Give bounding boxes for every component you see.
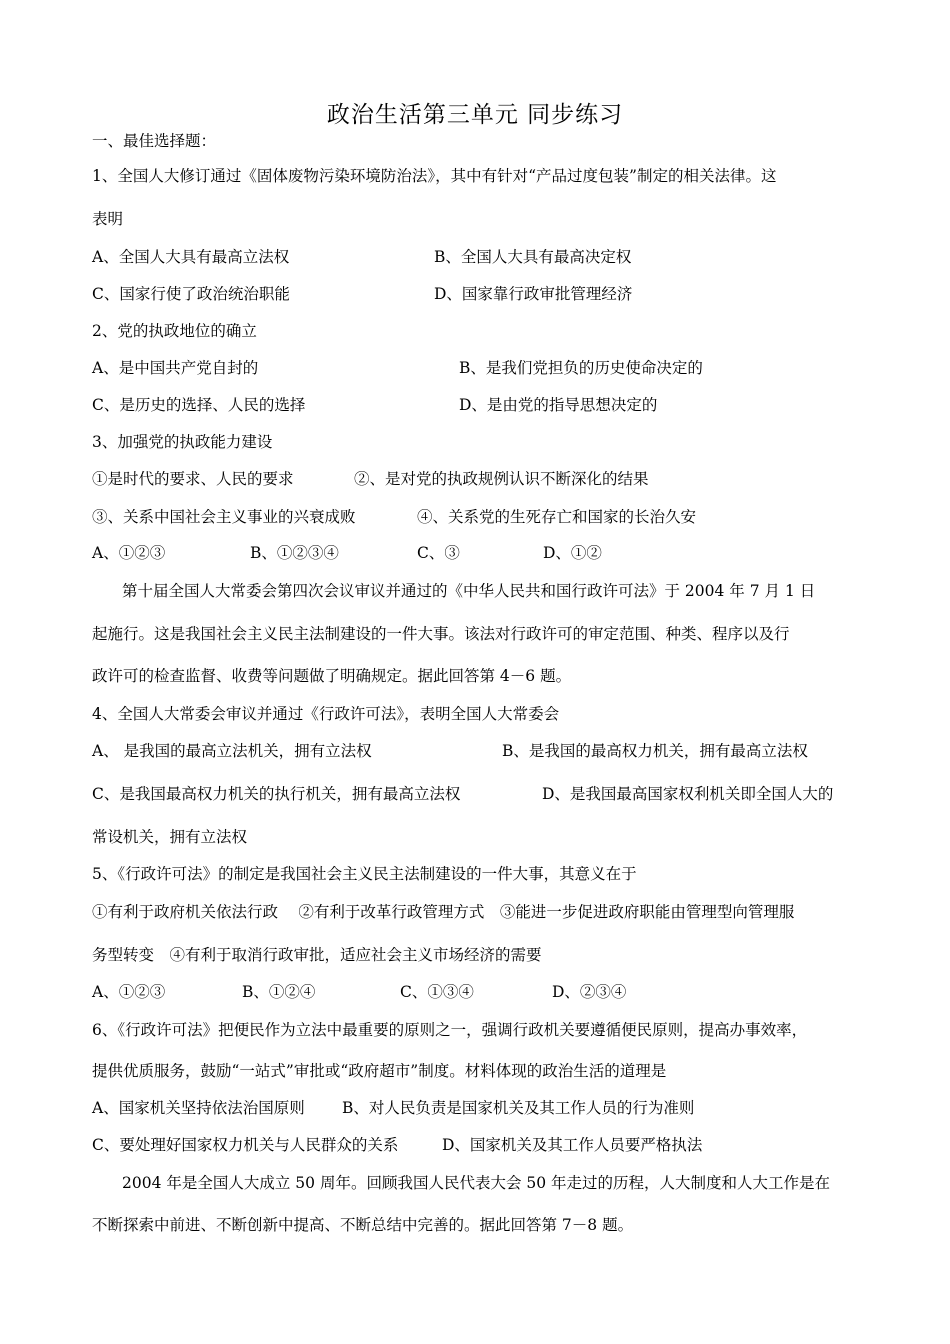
- question-1-option-d: D、国家靠行政审批管理经济: [434, 285, 633, 303]
- question-3-statement-1: ①是时代的要求、人民的要求: [92, 470, 294, 488]
- question-3-stem: 3、加强党的执政能力建设: [92, 433, 273, 451]
- question-2-option-c: C、是历史的选择、人民的选择: [92, 396, 306, 414]
- question-3-option-d: D、①②: [543, 544, 602, 562]
- question-5-stem: 5、《行政许可法》的制定是我国社会主义民主法制建设的一件大事，其意义在于: [92, 865, 637, 883]
- question-3-option-c: C、③: [417, 544, 460, 562]
- section-heading: 一、最佳选择题：: [92, 132, 217, 150]
- question-3-option-b: B、①②③④: [250, 544, 339, 562]
- question-3-statement-2: ②、是对党的执政规例认识不断深化的结果: [354, 470, 649, 488]
- question-1-option-a: A、全国人大具有最高立法权: [92, 248, 290, 266]
- question-4-option-d: D、是我国最高国家权利机关即全国人大的: [542, 785, 834, 803]
- question-5-statements-line-2: 务型转变 ④有利于取消行政审批，适应社会主义市场经济的需要: [92, 946, 542, 964]
- question-3-option-a: A、①②③: [92, 544, 166, 562]
- page-title: 政治生活第三单元 同步练习: [326, 102, 624, 128]
- question-6-option-b: B、对人民负责是国家机关及其工作人员的行为准则: [342, 1099, 695, 1117]
- question-2-stem: 2、党的执政地位的确立: [92, 322, 257, 340]
- question-6-stem: 6、《行政许可法》把便民作为立法中最重要的原则之一，强调行政机关要遵循便民原则，提高办事效率，: [92, 1021, 808, 1039]
- question-1-option-b: B、全国人大具有最高决定权: [434, 248, 632, 266]
- question-4-option-c: C、是我国最高权力机关的执行机关，拥有最高立法权: [92, 785, 461, 803]
- question-3-statement-3: ③、关系中国社会主义事业的兴衰成败: [92, 508, 356, 526]
- passage-1-line-3: 政许可的检查监督、收费等问题做了明确规定。据此回答第 4－6 题。: [92, 667, 572, 685]
- question-2-option-b: B、是我们党担负的历史使命决定的: [459, 359, 703, 377]
- passage-1-line-2: 起施行。这是我国社会主义民主法制建设的一件大事。该法对行政许可的审定范围、种类、程序以及行: [92, 625, 790, 643]
- question-2-option-a: A、是中国共产党自封的: [92, 359, 259, 377]
- question-5-option-b: B、①②④: [242, 983, 316, 1001]
- question-2-option-d: D、是由党的指导思想决定的: [459, 396, 658, 414]
- question-4-stem: 4、全国人大常委会审议并通过《行政许可法》，表明全国人大常委会: [92, 705, 560, 723]
- passage-2-line-1: 2004 年是全国人大成立 50 周年。回顾我国人民代表大会 50 年走过的历程，人大制度和人大工作是在: [122, 1174, 831, 1192]
- question-1-option-c: C、国家行使了政治统治职能: [92, 285, 290, 303]
- question-6-option-a: A、国家机关坚持依法治国原则: [92, 1099, 305, 1117]
- question-5-option-c: C、①③④: [400, 983, 474, 1001]
- passage-1-line-1: 第十届全国人大常委会第四次会议审议并通过的《中华人民共和国行政许可法》于 2004 年 7 月 1 日: [122, 582, 816, 600]
- question-5-option-d: D、②③④: [552, 983, 627, 1001]
- question-6-option-c: C、要处理好国家权力机关与人民群众的关系: [92, 1136, 399, 1154]
- passage-2-line-2: 不断探索中前进、不断创新中提高、不断总结中完善的。据此回答第 7－8 题。: [92, 1216, 634, 1234]
- question-6-stem-cont: 提供优质服务，鼓励“一站式”审批或“政府超市”制度。材料体现的政治生活的道理是: [92, 1062, 667, 1080]
- question-5-option-a: A、①②③: [92, 983, 166, 1001]
- question-3-statement-4: ④、关系党的生死存亡和国家的长治久安: [417, 508, 697, 526]
- question-1-stem: 1、全国人大修订通过《固体废物污染环境防治法》，其中有针对“产品过度包装”制定的相关法律。这: [92, 167, 777, 185]
- question-6-option-d: D、国家机关及其工作人员要严格执法: [442, 1136, 703, 1154]
- question-5-statements-line-1: ①有利于政府机关依法行政 ②有利于改革行政管理方式 ③能进一步促进政府职能由管理型向管理服: [92, 903, 795, 921]
- question-4-option-b: B、是我国的最高权力机关，拥有最高立法权: [502, 742, 808, 760]
- question-4-option-a: A、 是我国的最高立法机关，拥有立法权: [92, 742, 372, 760]
- question-4-option-d-cont: 常设机关，拥有立法权: [92, 828, 248, 846]
- question-1-stem-cont: 表明: [92, 210, 124, 228]
